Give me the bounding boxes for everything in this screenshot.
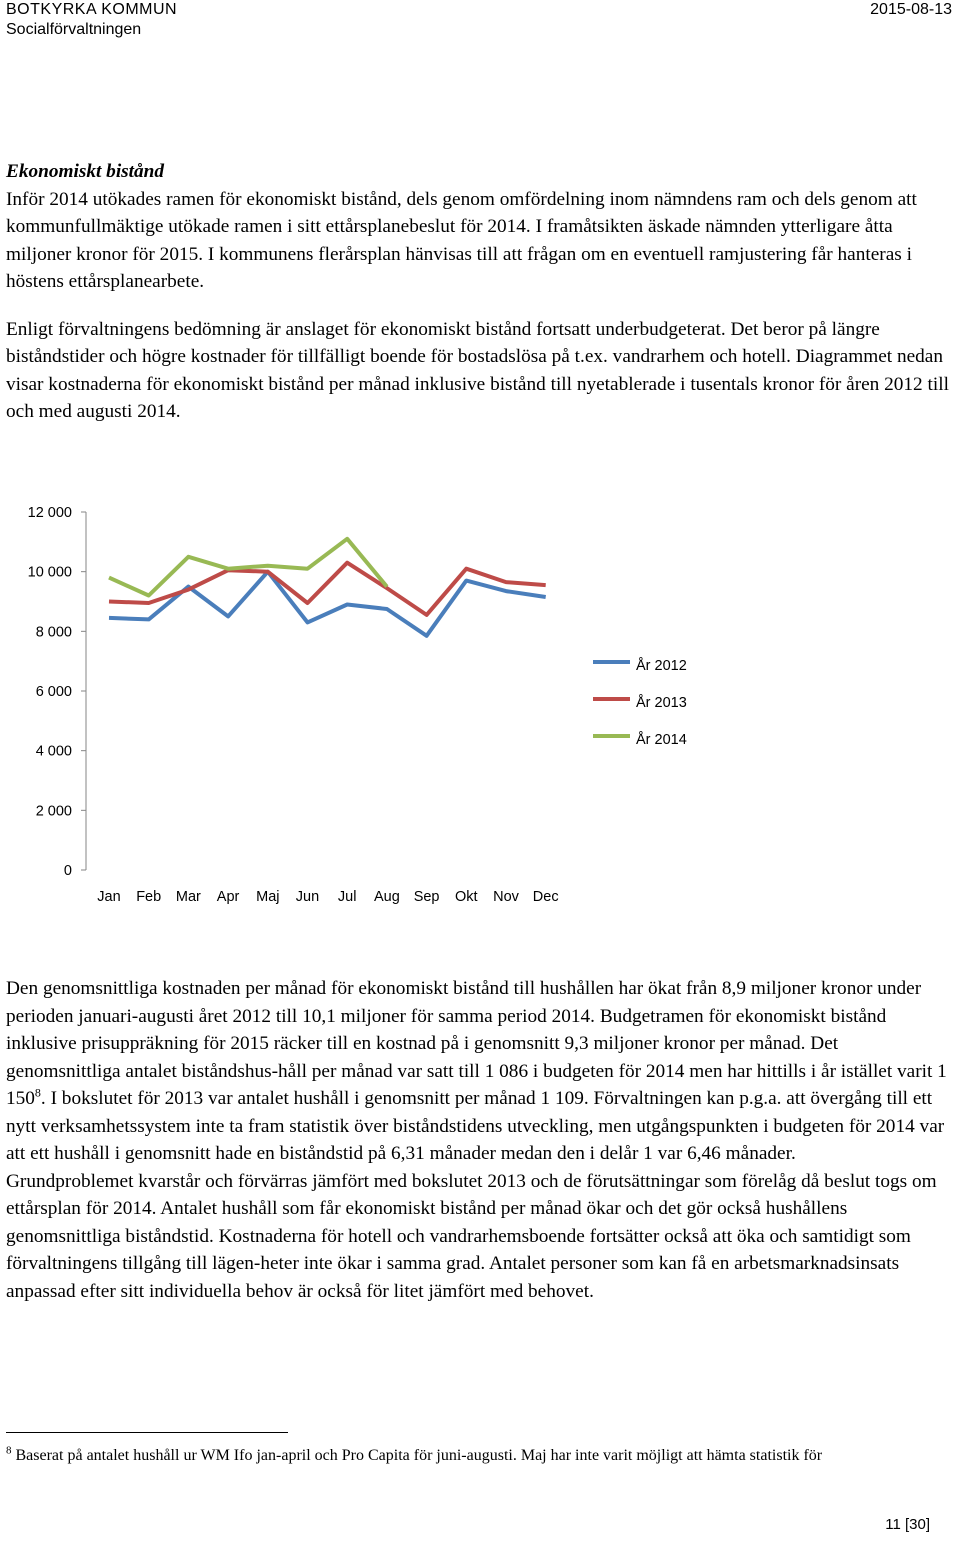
x-axis — [97, 889, 558, 905]
paragraph-3-part-2: . I bokslutet för 2013 var antalet hushåll i genomsnitt per månad 1 109. Förvaltningen kan p.g.a. att övergång till ett nytt verksamhetssystem inte ta fram statistik över biståndstidens utveckling, men utgångspunkten i budgeten för 2014 var att ett hushåll i genomsnitt hade en biståndstid på 6,31 månader medan den i delår 1 var 6,46 månader. — [6, 1088, 945, 1164]
paragraph-2: Enligt förvaltningens bedömning är anslaget för ekonomiskt bistånd fortsatt underbudgeterat. Det beror på längre biståndstider och högre kostnader för tillfälligt boende för bostadslösa på t.ex. vandrarhem och hotell. Diagrammet nedan visar kostnaderna för ekonomiskt bistånd per månad inklusive bistånd till nyetablerade i tusentals kronor för åren 2012 till och med augusti 2014. — [6, 318, 949, 422]
legend-label: År 2013 — [636, 695, 687, 711]
intro-section — [6, 158, 951, 426]
header-department: Socialförvaltningen — [6, 21, 142, 38]
x-tick-label: Mar — [175, 889, 201, 905]
footnote-number: 8 — [6, 1444, 12, 1457]
legend-label: År 2012 — [636, 658, 687, 674]
analysis-section — [6, 975, 951, 1305]
paragraph-1: Inför 2014 utökades ramen för ekonomiskt bistånd, dels genom omfördelning inom nämndens ram och dels genom att kommunfullmäktige utökade ramen i sitt ettårsplanebeslut för 2014. I framåtsikten äskade nämnden ytterligare åtta miljoner kronor för 2015. I kommunens flerårsplan hänvisas till att frågan om en eventuell ramjustering får hanteras i höstens ettårsplanearbete. — [6, 188, 917, 292]
chart-series — [109, 539, 546, 636]
header-organization: BOTKYRKA KOMMUN — [6, 1, 178, 18]
x-tick-label: Aug — [373, 889, 400, 905]
x-tick-label: Feb — [136, 889, 162, 905]
x-tick-label: Jul — [337, 889, 357, 905]
x-tick-label: Okt — [455, 889, 478, 905]
footnote-divider — [6, 1432, 288, 1433]
x-tick-label: Nov — [493, 889, 519, 905]
y-tick-label: 4 000 — [35, 743, 72, 760]
section-heading: Ekonomiskt bistånd — [6, 161, 165, 182]
x-tick-label: Jan — [97, 889, 121, 905]
page-number: 11 [30] — [885, 1516, 930, 1533]
header-date: 2015-08-13 — [870, 1, 952, 18]
footnote-text: Baserat på antalet hushåll ur WM Ifo jan-april och Pro Capita för juni-augusti. Maj har inte varit möjligt att hämta statistik för — [11, 1447, 823, 1464]
x-tick-label: Sep — [413, 889, 440, 905]
paragraph-3 — [6, 975, 951, 1168]
x-tick-label: Dec — [532, 889, 559, 905]
x-tick-label: Maj — [256, 889, 280, 905]
footnote-reference[interactable]: 8 — [34, 1085, 41, 1100]
chart-legend — [593, 657, 687, 748]
y-tick-label: 10 000 — [27, 564, 72, 581]
y-tick-label: 2 000 — [35, 803, 72, 820]
paragraph-4: Grundproblemet kvarstår och förvärras jämfört med bokslutet 2013 och de förutsättningar som förelåg då beslut togs om ettårsplan för 2014. Antalet hushåll som får ekonomiskt bistånd per månad ökar och det gör också hushållens genomsnittliga biståndstid. Kostnaderna för hotell och vandrarhemsboende fortsätter också att öka och samtidigt som förvaltningens tillgång till lägen-heter inte ökar i samma grad. Antalet personer som kan få en arbetsmarknadsinsats anpassad efter sitt individuella behov är också för litet jämfört med behovet. — [6, 1170, 937, 1302]
y-tick-label: 12 000 — [27, 505, 72, 521]
paragraph-3-part-1: Den genomsnittliga kostnaden per månad för ekonomiskt bistånd till hushållen har ökat från 8,9 miljoner kronor under perioden januari-augusti året 2012 till 10,1 miljoner för samma period 2014. Budgetramen för ekonomiskt bistånd inklusive prisuppräkning för 2015 räcker till en kostnad på i genomsnitt 9,3 miljoner kronor per månad. Det genomsnittliga antalet biståndshus-håll per månad var satt till 1 086 i budgeten för 2014 men har hittills i år istället varit 1 150 — [6, 978, 947, 1109]
footnote — [6, 1445, 936, 1467]
legend-label: År 2014 — [636, 732, 687, 748]
y-tick-label: 8 000 — [35, 624, 72, 641]
y-tick-label: 6 000 — [35, 684, 72, 700]
x-tick-label: Jun — [295, 889, 320, 905]
x-tick-label: Apr — [216, 889, 240, 905]
y-axis — [28, 505, 86, 879]
cost-line-chart — [0, 490, 960, 920]
y-tick-label: 0 — [63, 863, 72, 879]
